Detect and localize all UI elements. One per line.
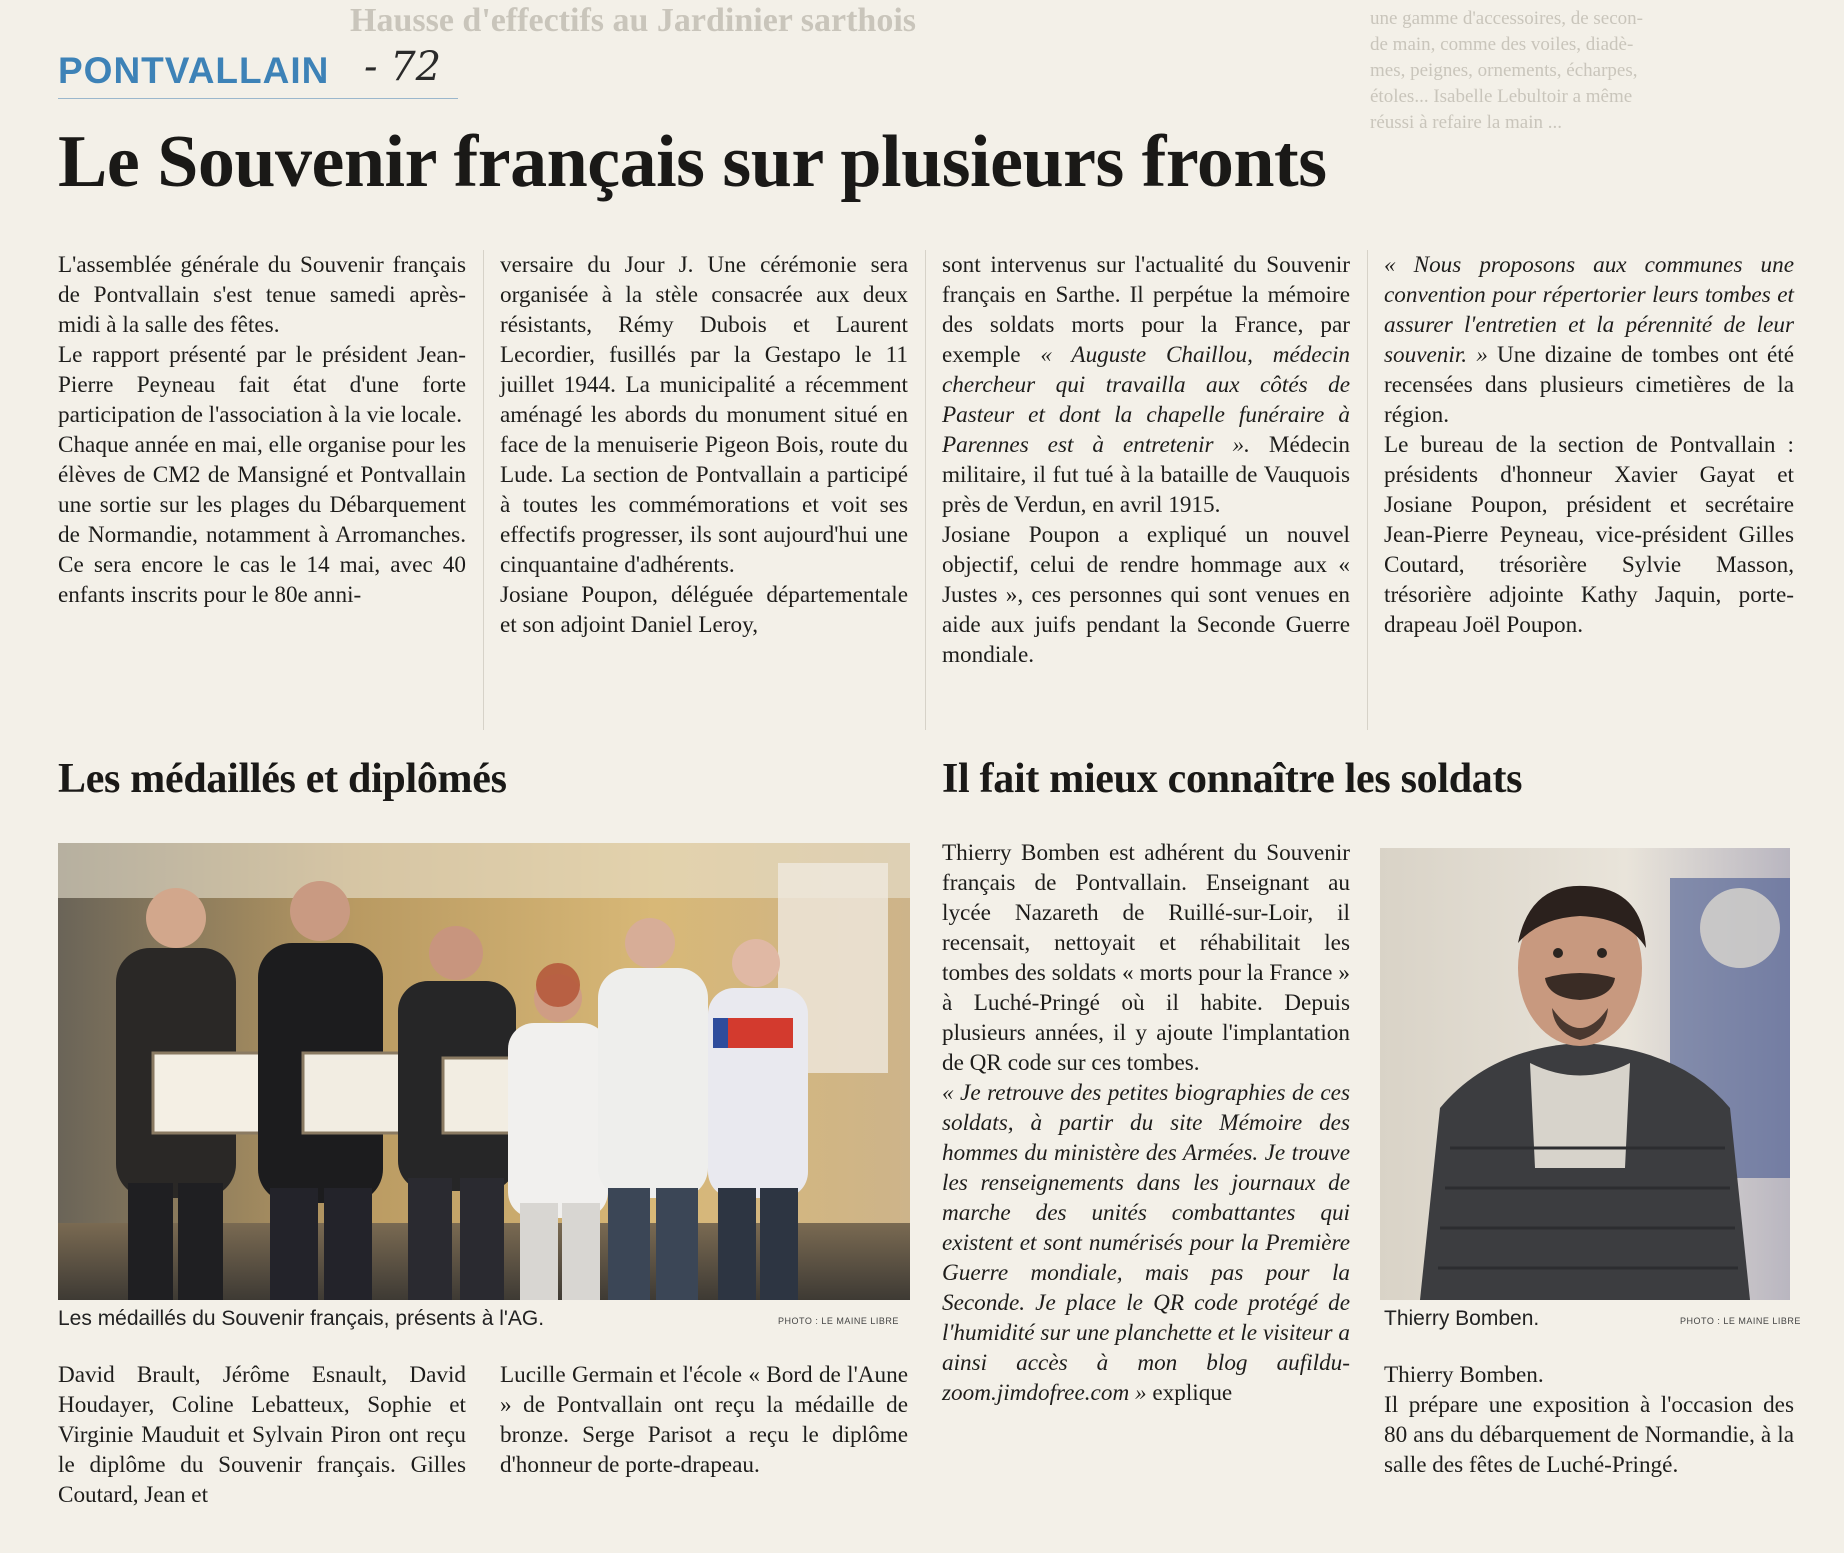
section-rule — [58, 98, 458, 99]
ghost-right-line-2: de main, comme des voiles, diadè- — [1370, 34, 1634, 55]
portrait-caption: Thierry Bomben. — [1384, 1307, 1540, 1330]
paragraph: Le bureau de la section de Pontvallain : présidents d'honneur Xavier Gayat et Josiane Poupon, président et secrétaire Jean-Pierre Peyneau, vice-président Gilles Coutard, trésorière Sylvie Masson, trésorière adjointe Kathy Jaquin, porte-drapeau Joël Poupon. — [1384, 432, 1794, 638]
ghost-right-line-3: mes, peignes, ornements, écharpes, — [1370, 60, 1638, 81]
paragraph: Thierry Bomben est adhérent du Souvenir français de Pontvallain. Enseignant au lycée Nazareth de Ruillé-sur-Loir, il recensait, nettoyait et réhabilitait les tombes des soldats « morts pour la France » à Luché-Pringé où il habite. Depuis plusieurs années, il y ajoute l'implantation de QR code sur ces tombes. — [942, 840, 1350, 1076]
portrait-credit: PHOTO : LE MAINE LIBRE — [1680, 1316, 1801, 1326]
text: Une dizaine de tombes ont été recensées dans plusieurs cimetières de la région. — [1384, 342, 1794, 428]
ghost-right-line-4: étoles... Isabelle Lebultoir a même — [1370, 86, 1633, 107]
paragraph — [942, 250, 1350, 520]
right-article-column — [942, 838, 1350, 1408]
column-divider — [483, 250, 484, 730]
section-label: PONTVALLAIN — [58, 50, 330, 91]
group-photo-credit: PHOTO : LE MAINE LIBRE — [778, 1316, 899, 1326]
subhead-left: Les médaillés et diplômés — [58, 756, 507, 802]
paragraph — [942, 1078, 1350, 1408]
column-3 — [942, 250, 1350, 670]
group-photo-caption: Les médaillés du Souvenir français, présents à l'AG. — [58, 1307, 545, 1330]
portrait-photo-image — [1380, 848, 1790, 1300]
paragraph: Lucille Germain et l'école « Bord de l'Aune » de Pontvallain ont reçu la médaille de bronze. Serge Parisot a reçu le diplôme d'honneur de porte-drapeau. — [500, 1362, 908, 1478]
quote: « Nous proposons aux communes une convention pour répertorier leurs tombes et assurer l'entretien et la pérennité de leur souvenir. » — [1384, 252, 1794, 368]
group-photo — [58, 843, 910, 1300]
paragraph: Josiane Poupon a expliqué un nouvel objectif, celui de rendre hommage aux « Justes », ces personnes qui sont venues en aide aux juifs pendant la Seconde Guerre mondiale. — [942, 522, 1350, 668]
bottom-column-2 — [500, 1360, 908, 1480]
portrait-photo — [1380, 848, 1790, 1300]
text: Médecin militaire, il fut tué à la bataille de Vauquois près de Verdun, en avril 1915. — [942, 432, 1350, 518]
subhead-right: Il fait mieux connaître les soldats — [942, 756, 1523, 802]
quote: « Je retrouve des petites biographies de ces soldats, à partir du site Mémoire des hommes du ministère des Armées. Je trouve les renseignements dans les journaux de marche des unités combattantes qui existent et sont numérisés pour la Première Guerre mondiale, mais pas pour la Seconde. Je place le QR code protégé de l'humidité sur une planchette et le visiteur a ainsi accès à mon blog aufildu-zoom.jimdofree.com » — [942, 1080, 1350, 1406]
paragraph: Thierry Bomben. — [1384, 1362, 1544, 1388]
ghost-headline: Hausse d'effectifs au Jardinier sarthois — [350, 2, 917, 39]
paragraph: Chaque année en mai, elle organise pour les élèves de CM2 de Mansigné et Pontvallain une sortie sur les plages du Débarquement de Normandie, notamment à Arromanches. Ce sera encore le cas le 14 mai, avec 40 enfants inscrits pour le 80e anni- — [58, 432, 466, 608]
handwritten-note: - 72 — [364, 44, 442, 90]
paragraph: Le rapport présenté par le président Jean-Pierre Peyneau fait état d'une forte participation de l'association à la vie locale. — [58, 342, 466, 428]
column-1 — [58, 250, 466, 610]
column-divider — [925, 250, 926, 730]
right-bottom-column — [1384, 1360, 1794, 1480]
ghost-right-line-1: une gamme d'accessoires, de secon- — [1370, 8, 1644, 29]
group-photo-image — [58, 843, 910, 1300]
paragraph: Il prépare une exposition à l'occasion des 80 ans du débarquement de Normandie, à la salle des fêtes de Luché-Pringé. — [1384, 1392, 1794, 1478]
column-2 — [500, 250, 908, 640]
paragraph: David Brault, Jérôme Esnault, David Houdayer, Coline Lebatteux, Sophie et Virginie Mauduit et Sylvain Piron ont reçu le diplôme du Souvenir français. Gilles Coutard, Jean et — [58, 1362, 466, 1508]
text: sont intervenus sur l'actualité du Souvenir français en Sarthe. Il perpétue la mémoire des soldats morts pour la France, par exemple — [942, 252, 1350, 368]
paragraph: L'assemblée générale du Souvenir français de Pontvallain s'est tenue samedi après-midi à la salle des fêtes. — [58, 252, 466, 338]
paragraph: versaire du Jour J. Une cérémonie sera organisée à la stèle consacrée aux deux résistants, Rémy Dubois et Laurent Lecordier, fusillés par la Gestapo le 11 juillet 1944. La municipalité a récemment aménagé les abords du monument situé en face de la menuiserie Pigeon Bois, route du Lude. La section de Pontvallain a participé à toutes les commémorations et voit ses effectifs progresser, ils sont aujourd'hui une cinquantaine d'adhérents. — [500, 252, 908, 578]
article-title: Le Souvenir français sur plusieurs fronts — [58, 121, 1327, 203]
text: explique — [1146, 1380, 1233, 1406]
column-divider — [1367, 250, 1368, 730]
ghost-right-line-5: réussi à refaire la main ... — [1370, 112, 1563, 133]
bottom-column-1 — [58, 1360, 466, 1510]
quote: « Auguste Chaillou, médecin chercheur qui travailla aux côtés de Pasteur et dont la chapelle funéraire à Parennes est à entretenir ». — [942, 342, 1351, 458]
paragraph: Josiane Poupon, déléguée départementale et son adjoint Daniel Leroy, — [500, 582, 908, 638]
column-4 — [1384, 250, 1794, 640]
paragraph — [1384, 250, 1794, 430]
